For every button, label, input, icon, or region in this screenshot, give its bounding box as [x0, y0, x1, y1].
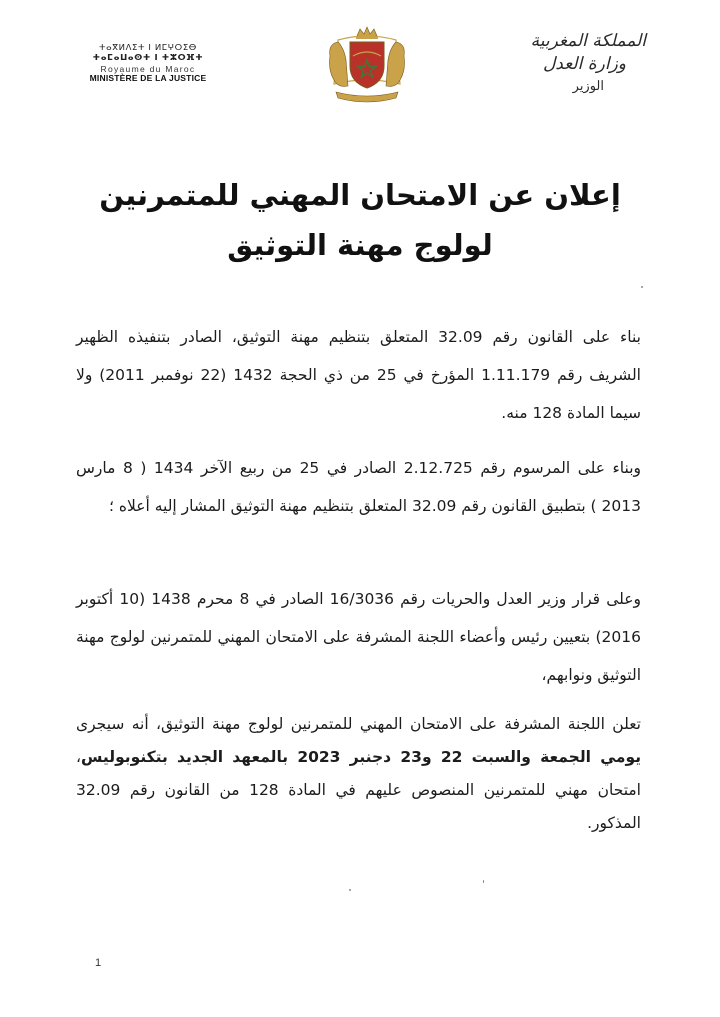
- announcement-title-line1: إعلان عن الامتحان المهني للمتمرنين: [99, 178, 621, 212]
- ministry-header-fr: [78, 44, 218, 84]
- page-number: 1: [95, 957, 102, 969]
- tifinagh-ministry: ⵜⴰⵎⴰⵡⴰⵙⵜ ⵏ ⵜⵣⵔⴼⵜ: [92, 52, 204, 63]
- announcement-text-end: ، امتحان مهني للمتمرنين المنصوص عليهم في المادة 128 من القانون رقم 32.09 المذكور.: [76, 748, 641, 832]
- scan-speck: [641, 286, 643, 288]
- announcement-title-line2: لولوج مهنة التوثيق: [227, 228, 493, 262]
- exam-date-location: يومي الجمعة والسبت 22 و23 دجنبر 2023 بالمعهد الجديد بتكنوبوليس: [81, 748, 642, 766]
- announcement-text-start: تعلن اللجنة المشرفة على الامتحان المهني للمتمرنين لولوج مهنة التوثيق، أنه سيجرى: [76, 715, 641, 733]
- paragraph-decree-reference: وبناء على المرسوم رقم 2.12.725 الصادر في 25 من ربيع الآخر 1434 ( 8 مارس 2013 ) بتطبيق القانون رقم 32.09 المتعلق بتنظيم مهنة التوثيق المشار إليه أعلاه ؛: [76, 459, 641, 515]
- minister-label-ar: الوزير: [572, 79, 604, 94]
- ministry-name-ar: وزارة العدل: [542, 54, 626, 74]
- royal-coat-of-arms-icon: [324, 26, 410, 106]
- kingdom-name-ar: المملكة المغربية: [530, 31, 646, 51]
- tifinagh-kingdom: ⵜⴰⴳⵍⴷⵉⵜ ⵏ ⵍⵎⵖⵔⵉⴱ: [99, 43, 197, 53]
- paragraph-announcement: [76, 708, 641, 840]
- ministry-name-fr: MINISTÈRE DE LA JUSTICE: [89, 73, 207, 84]
- paragraph-law-reference: بناء على القانون رقم 32.09 المتعلق بتنظيم مهنة التوثيق، الصادر بتنفيذه الظهير الشريف رقم 1.11.179 المؤرخ في 25 من ذي الحجة 1432 (22 نوفمبر 2011) ولا سيما المادة 128 منه.: [76, 328, 641, 422]
- scan-speck: [483, 880, 484, 883]
- scan-speck: [349, 889, 351, 891]
- kingdom-name-fr: Royaume du Maroc: [100, 63, 196, 74]
- ministry-header-ar: [496, 30, 646, 98]
- paragraph-decision-reference: وعلى قرار وزير العدل والحريات رقم 16/3036 الصادر في 8 محرم 1438 (10 أكتوبر 2016) بتعيين رئيس وأعضاء اللجنة المشرفة على الامتحان المهني للمتمرنين لولوج مهنة التوثيق ونوابهم،: [76, 590, 641, 684]
